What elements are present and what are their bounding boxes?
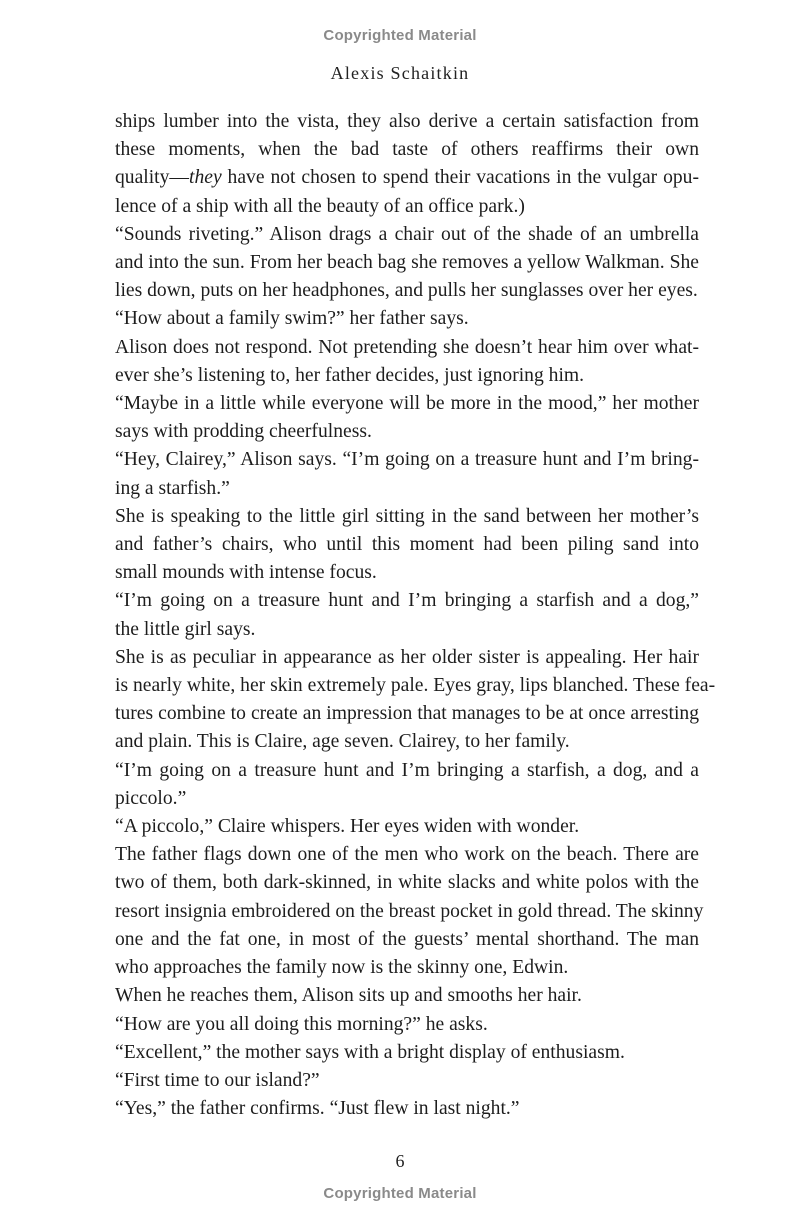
text-line: “Yes,” the father confirms. “Just flew in last night.” — [115, 1098, 520, 1120]
text-line: “Maybe in a little while everyone will be more in the mood,” her mother — [115, 393, 699, 415]
text-line: “How are you all doing this morning?” he asks. — [115, 1013, 488, 1035]
text-line: ever she’s listening to, her father decides, just ignoring him. — [115, 364, 585, 386]
text-line: She is speaking to the little girl sitting in the sand between her mother’s — [115, 505, 699, 527]
text-line: and into the sun. From her beach bag she removes a yellow Walkman. She — [115, 252, 699, 274]
italic-word: they — [189, 167, 222, 189]
text-line: “Hey, Clairey,” Alison says. “I’m going on a treasure hunt and I’m bring- — [115, 449, 699, 471]
text-line: the little girl says. — [115, 618, 256, 640]
copyright-watermark-top: Copyrighted Material — [323, 27, 477, 44]
text-line: “Excellent,” the mother says with a bright display of enthusiasm. — [115, 1041, 625, 1063]
text-line: “How about a family swim?” her father says. — [115, 308, 469, 330]
text-line: says with prodding cheerfulness. — [115, 421, 372, 443]
text-line: “First time to our island?” — [115, 1069, 320, 1091]
text-line: “Sounds riveting.” Alison drags a chair out of the shade of an umbrella — [115, 223, 699, 245]
copyright-watermark-bottom: Copyrighted Material — [323, 1185, 477, 1202]
text-line: is nearly white, her skin extremely pale. Eyes gray, lips blanched. These fea- — [115, 675, 716, 697]
text-line: When he reaches them, Alison sits up and smooths her hair. — [115, 985, 582, 1007]
text-line: “I’m going on a treasure hunt and I’m bringing a starfish, a dog, and a — [115, 759, 699, 781]
text-line: “I’m going on a treasure hunt and I’m bringing a starfish and a dog,” — [115, 590, 699, 612]
text-line: lies down, puts on her headphones, and pulls her sunglasses over her eyes. — [115, 280, 698, 302]
text-line: resort insignia embroidered on the breast pocket in gold thread. The skinny — [115, 900, 704, 922]
text-line: “A piccolo,” Claire whispers. Her eyes widen with wonder. — [115, 816, 580, 838]
text-line: The father flags down one of the men who work on the beach. There are — [115, 844, 699, 866]
text-line: lence of a ship with all the beauty of an office park.) — [115, 195, 525, 217]
page-number: 6 — [395, 1151, 405, 1171]
text-line: Alison does not respond. Not pretending she doesn’t hear him over what- — [115, 336, 699, 358]
text-line: piccolo.” — [115, 787, 187, 809]
text-line: one and the fat one, in most of the guests’ mental shorthand. The man — [115, 928, 699, 950]
page-body-text — [115, 108, 716, 1123]
text-run: quality— — [115, 167, 190, 189]
running-head-author: Alexis Schaitkin — [330, 63, 470, 83]
text-line: these moments, when the bad taste of others reaffirms their own — [115, 139, 699, 161]
text-line: and father’s chairs, who until this moment had been piling sand into — [115, 534, 699, 556]
text-line: She is as peculiar in appearance as her older sister is appealing. Her hair — [115, 646, 699, 668]
text-line: two of them, both dark-skinned, in white slacks and white polos with the — [115, 872, 699, 894]
text-line: small mounds with intense focus. — [115, 562, 377, 584]
text-line: who approaches the family now is the skinny one, Edwin. — [115, 957, 569, 979]
text-run: have not chosen to spend their vacations in the vulgar opu- — [221, 167, 699, 189]
text-line: and plain. This is Claire, age seven. Clairey, to her family. — [115, 731, 570, 753]
text-line: ing a starfish.” — [115, 477, 230, 499]
text-line: tures combine to create an impression that manages to be at once arresting — [115, 703, 699, 725]
text-line: ships lumber into the vista, they also derive a certain satisfaction from — [115, 111, 699, 132]
text-line — [115, 164, 699, 192]
